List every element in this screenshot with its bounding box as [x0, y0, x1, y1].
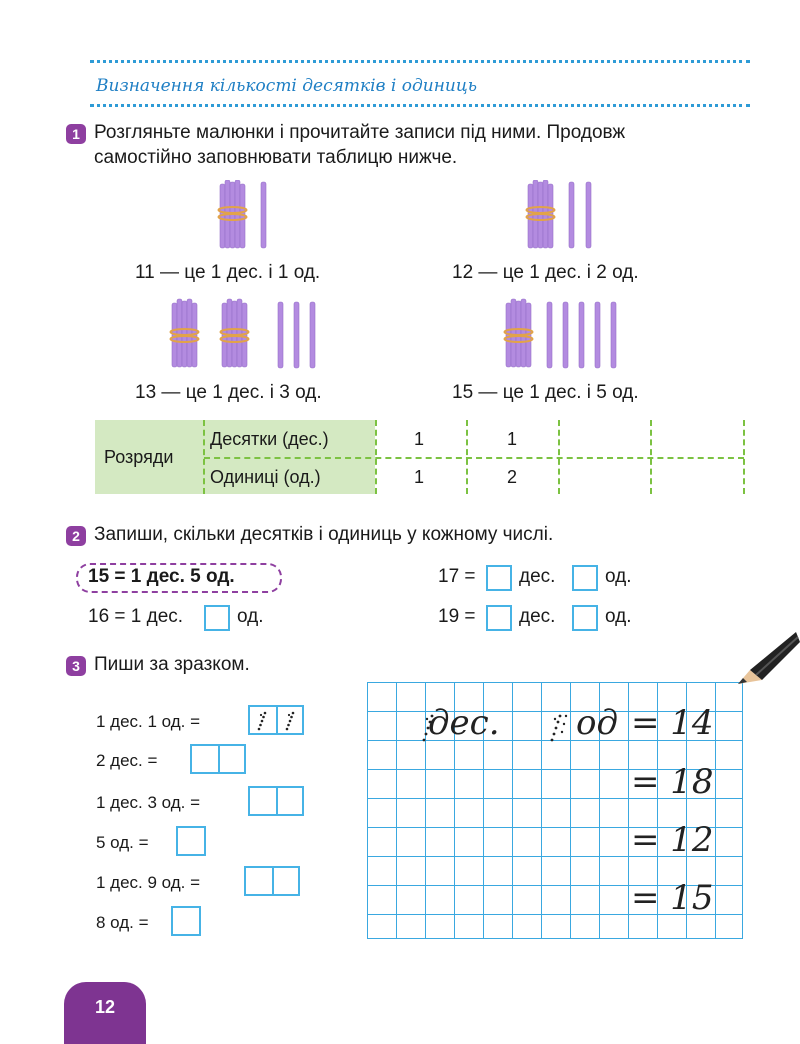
- table-group-label: Розряди: [104, 447, 174, 467]
- table-cell: 1: [507, 429, 518, 449]
- task-3-instruction: Пиши за зразком.: [94, 654, 250, 675]
- answer-box-double[interactable]: [248, 786, 304, 816]
- handwritten-result: = 14: [631, 703, 714, 743]
- table-divider: [743, 420, 745, 494]
- page-number: 12: [64, 982, 146, 1044]
- handwritten-result: = 12: [631, 820, 714, 860]
- task-2-instruction: Запиши, скільки десятків і одиниць у кожному числі.: [94, 524, 554, 545]
- caption-15: 15 — це 1 дес. і 5 од.: [452, 382, 639, 403]
- caption-11: 11 — це 1 дес. і 1 од.: [135, 262, 321, 283]
- answer-box[interactable]: [486, 605, 512, 631]
- item-17-prefix: 17 =: [438, 566, 476, 587]
- table-cell: 1: [414, 429, 425, 449]
- task-3-badge: 3: [66, 656, 86, 676]
- answer-box-double[interactable]: [248, 705, 304, 735]
- table-divider: [466, 420, 468, 494]
- bottom-dotted-rule: [90, 104, 750, 107]
- ten-bundle: [505, 299, 533, 367]
- answer-box[interactable]: [572, 565, 598, 591]
- task-3-item: 2 дес. =: [96, 751, 158, 770]
- handwritten-result: = 15: [631, 878, 714, 918]
- item-16-prefix: 16 = 1 дес.: [88, 606, 184, 627]
- table-cell: 2: [507, 467, 518, 487]
- sticks-13-illustration: [166, 298, 326, 372]
- ten-bundle: [221, 299, 249, 367]
- dotted-one-guide: [540, 710, 570, 746]
- table-divider: [204, 457, 744, 459]
- section-title: Визначення кількості десятків і одиниць: [96, 76, 477, 96]
- task-3-item: 5 од. =: [96, 833, 149, 852]
- answer-box[interactable]: [486, 565, 512, 591]
- task-3-item: 1 дес. 9 од. =: [96, 873, 201, 892]
- answer-box-double[interactable]: [190, 744, 246, 774]
- od-label: од.: [605, 566, 632, 587]
- task-3-item: 1 дес. 1 од. =: [96, 712, 201, 731]
- handwritten-result: = 18: [631, 762, 714, 802]
- table-row-label-tens: Десятки (дес.): [210, 429, 329, 449]
- ten-bundle: [527, 180, 555, 248]
- des-label: дес.: [519, 606, 556, 627]
- pencil-icon: [728, 632, 800, 688]
- task-1-instruction-line1: Розгляньте малюнки і прочитайте записи під ними. Продовж: [94, 122, 626, 143]
- task-1-instruction-line2: самостійно заповнювати таблицю нижче.: [94, 147, 458, 168]
- ten-bundle: [171, 299, 199, 367]
- sticks-11-illustration: [214, 180, 274, 252]
- single-stick: [261, 182, 266, 248]
- ten-bundle: [219, 180, 247, 248]
- task-1-badge: 1: [66, 124, 86, 144]
- task-3-item: 8 од. =: [96, 913, 149, 932]
- answer-box[interactable]: [176, 826, 206, 856]
- top-dotted-rule: [90, 60, 750, 63]
- answer-box[interactable]: [572, 605, 598, 631]
- answer-box[interactable]: [204, 605, 230, 631]
- sticks-12-illustration: [522, 180, 602, 252]
- od-label: од.: [605, 606, 632, 627]
- item-16-suffix: од.: [237, 606, 264, 627]
- dotted-one-sample: [250, 707, 302, 733]
- task-3-item: 1 дес. 3 од. =: [96, 793, 201, 812]
- answer-box-double[interactable]: [244, 866, 300, 896]
- handwritten-od: од: [576, 703, 619, 743]
- task-2-example: 15 = 1 дес. 5 од.: [88, 566, 235, 587]
- caption-12: 12 — це 1 дес. і 2 од.: [452, 262, 639, 283]
- table-divider: [375, 420, 377, 494]
- sticks-15-illustration: [500, 298, 640, 372]
- table-row-label-ones: Одиниці (од.): [210, 467, 321, 487]
- table-divider: [650, 420, 652, 494]
- table-divider: [558, 420, 560, 494]
- table-cell: 1: [414, 467, 425, 487]
- answer-box[interactable]: [171, 906, 201, 936]
- caption-13: 13 — це 1 дес. і 3 од.: [135, 382, 322, 403]
- des-label: дес.: [519, 566, 556, 587]
- item-19-prefix: 19 =: [438, 606, 476, 627]
- task-2-badge: 2: [66, 526, 86, 546]
- handwritten-des: дес.: [428, 703, 500, 743]
